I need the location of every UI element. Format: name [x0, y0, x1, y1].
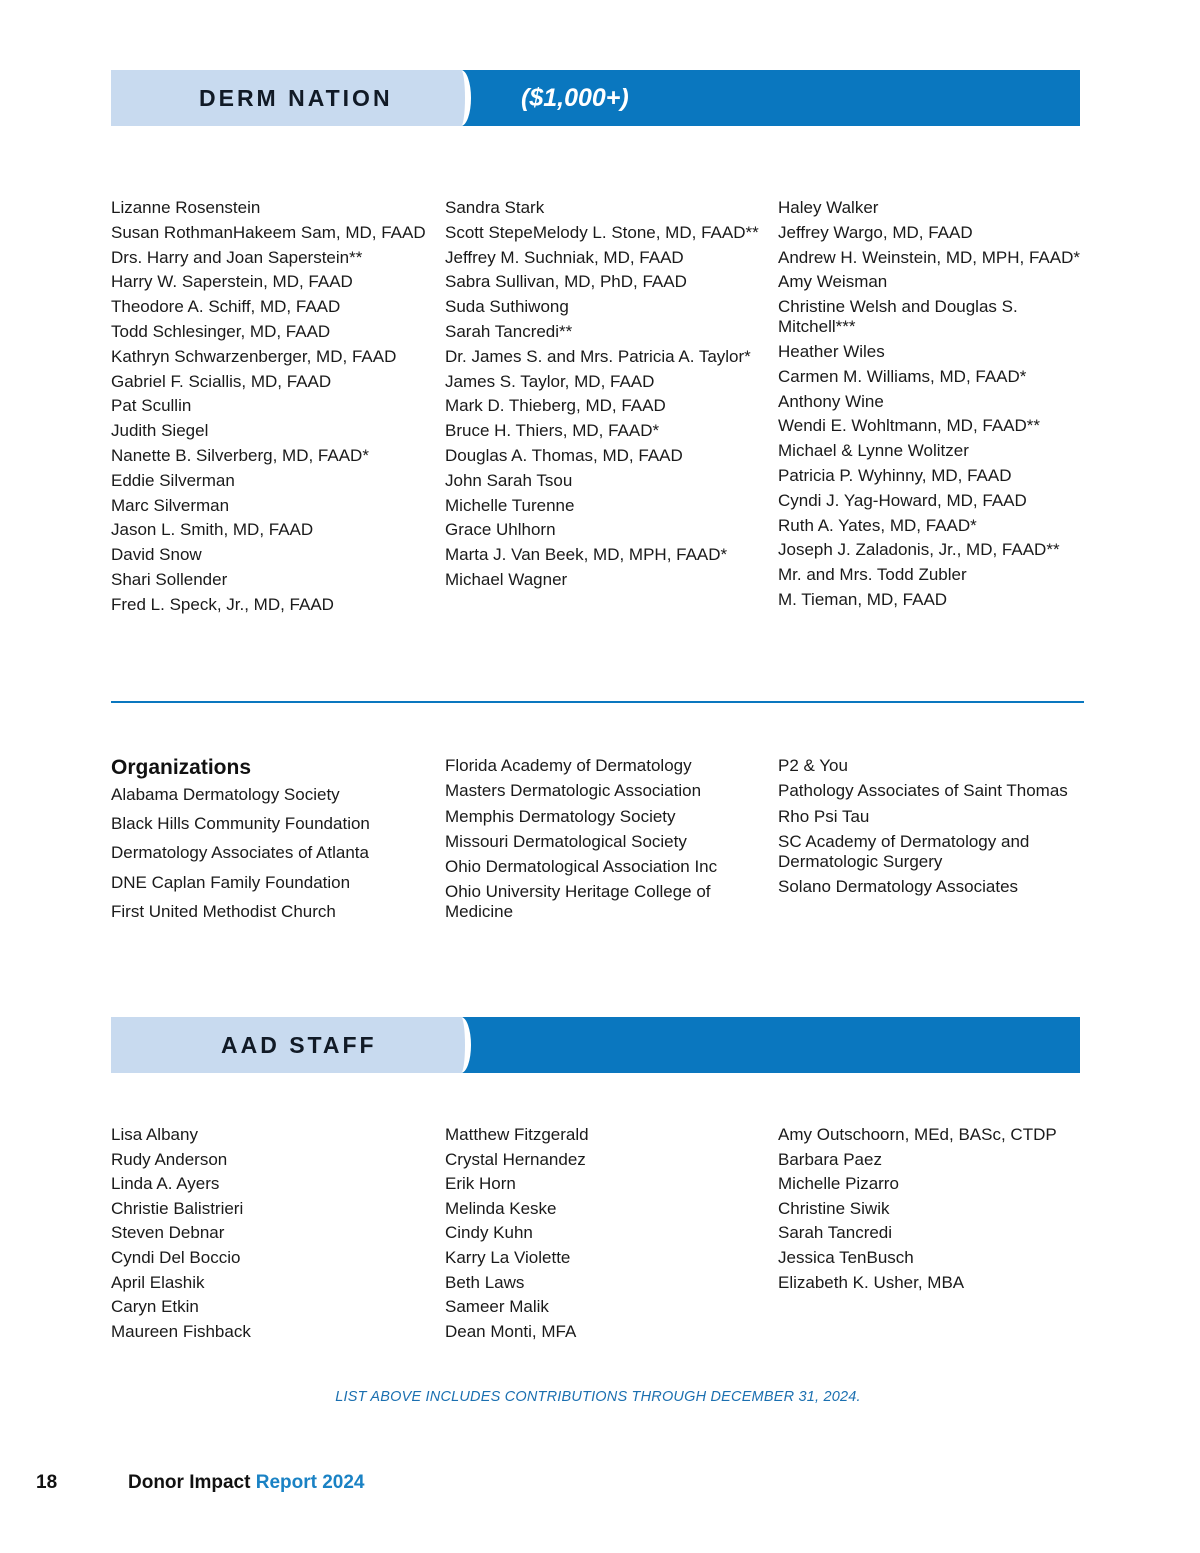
list-item: Steven Debnar: [111, 1223, 225, 1243]
list-item: Joseph J. Zaladonis, Jr., MD, FAAD**: [778, 540, 1060, 560]
list-item: Ruth A. Yates, MD, FAAD*: [778, 515, 977, 535]
page-number: 18: [36, 1472, 58, 1493]
list-item: Crystal Hernandez: [445, 1149, 586, 1169]
list-item: Cyndi Del Boccio: [111, 1247, 241, 1267]
contributions-footnote: LIST ABOVE INCLUDES CONTRIBUTIONS THROUGH DECEMBER 31, 2024.: [335, 1389, 861, 1405]
organizations-column-1: [111, 755, 431, 931]
list-item: Carmen M. Williams, MD, FAAD*: [778, 366, 1027, 386]
report-title-accent: Report 2024: [255, 1472, 365, 1493]
aad-staff-banner: [111, 1017, 1080, 1073]
list-item: Cyndi J. Yag-Howard, MD, FAAD: [778, 490, 1027, 510]
derm-nation-column-1: [111, 198, 431, 620]
list-item: Fred L. Speck, Jr., MD, FAAD: [111, 594, 334, 614]
list-item: Andrew H. Weinstein, MD, MPH, FAAD*: [778, 247, 1080, 267]
list-item: M. Tieman, MD, FAAD: [778, 589, 948, 609]
list-item: Missouri Dermatological Society: [445, 831, 687, 851]
list-item: Karry La Violette: [445, 1247, 571, 1267]
list-item: April Elashik: [111, 1272, 205, 1292]
list-item: Michelle Pizarro: [778, 1174, 899, 1194]
list-item: Mr. and Mrs. Todd Zubler: [778, 565, 967, 585]
list-item: Jason L. Smith, MD, FAAD: [111, 520, 314, 540]
list-item: Sabra Sullivan, MD, PhD, FAAD: [445, 272, 687, 292]
list-item: James S. Taylor, MD, FAAD: [445, 371, 655, 391]
aad-staff-column-2: [445, 1125, 765, 1346]
list-item: Shari Sollender: [111, 569, 228, 589]
list-item: Scott StepeMelody L. Stone, MD, FAAD**: [445, 222, 759, 242]
derm-nation-amount: ($1,000+): [521, 84, 629, 112]
list-item: Marta J. Van Beek, MD, MPH, FAAD*: [445, 545, 728, 565]
list-item: Sarah Tancredi: [778, 1223, 893, 1243]
list-item: First United Methodist Church: [111, 901, 336, 921]
list-item: Theodore A. Schiff, MD, FAAD: [111, 297, 341, 317]
list-item: Haley Walker: [778, 198, 879, 217]
report-title: [128, 1472, 365, 1494]
list-item: Lizanne Rosenstein: [111, 198, 261, 217]
list-item: Dr. James S. and Mrs. Patricia A. Taylor*: [445, 346, 751, 366]
list-item: Michael & Lynne Wolitzer: [778, 441, 969, 461]
list-item: Suda Suthiwong: [445, 297, 569, 317]
list-item: Caryn Etkin: [111, 1297, 199, 1317]
list-item: Kathryn Schwarzenberger, MD, FAAD: [111, 346, 397, 366]
list-item: Dean Monti, MFA: [445, 1321, 577, 1341]
list-item: Grace Uhlhorn: [445, 520, 556, 540]
list-item: Dermatology Associates of Atlanta: [111, 843, 369, 863]
list-item: Black Hills Community Foundation: [111, 814, 370, 834]
list-item: Judith Siegel: [111, 421, 209, 441]
list-item: Memphis Dermatology Society: [445, 806, 676, 826]
section-divider: [111, 701, 1084, 703]
list-item: Christie Balistrieri: [111, 1198, 244, 1218]
list-item: Michelle Turenne: [445, 495, 575, 515]
list-item: Amy Weisman: [778, 272, 888, 292]
list-item: Solano Dermatology Associates: [778, 877, 1019, 897]
list-item: Alabama Dermatology Society: [111, 785, 340, 804]
derm-nation-banner: [111, 70, 1080, 126]
list-item: Ohio University Heritage College of Medicine: [445, 882, 711, 922]
list-item: Pat Scullin: [111, 396, 192, 416]
report-title-main: Donor Impact: [128, 1472, 251, 1493]
list-item: Marc Silverman: [111, 495, 230, 515]
list-item: Elizabeth K. Usher, MBA: [778, 1272, 965, 1292]
list-item: John Sarah Tsou: [445, 470, 573, 490]
organizations-heading: Organizations: [111, 756, 252, 779]
list-item: Nanette B. Silverberg, MD, FAAD*: [111, 445, 369, 465]
list-item: Michael Wagner: [445, 569, 568, 589]
list-item: Anthony Wine: [778, 391, 884, 411]
list-item: DNE Caplan Family Foundation: [111, 872, 351, 892]
list-item: Florida Academy of Dermatology: [445, 756, 692, 775]
aad-staff-column-3: [778, 1125, 1088, 1297]
organizations-column-2: [445, 756, 765, 928]
list-item: Wendi E. Wohltmann, MD, FAAD**: [778, 416, 1041, 436]
list-item: Amy Outschoorn, MEd, BASc, CTDP: [778, 1125, 1057, 1144]
list-item: Sarah Tancredi**: [445, 321, 573, 341]
list-item: Mark D. Thieberg, MD, FAAD: [445, 396, 666, 416]
list-item: Maureen Fishback: [111, 1321, 251, 1341]
list-item: Jeffrey M. Suchniak, MD, FAAD: [445, 247, 684, 267]
list-item: Masters Dermatologic Association: [445, 781, 702, 801]
list-item: Christine Welsh and Douglas S. Mitchell***: [778, 297, 1018, 337]
list-item: Todd Schlesinger, MD, FAAD: [111, 321, 331, 341]
list-item: Rho Psi Tau: [778, 806, 870, 826]
list-item: SC Academy of Dermatology and Dermatologic Surgery: [778, 831, 1030, 871]
derm-nation-column-3: [778, 198, 1098, 615]
list-item: Linda A. Ayers: [111, 1174, 220, 1194]
list-item: Beth Laws: [445, 1272, 525, 1292]
list-item: Erik Horn: [445, 1174, 516, 1194]
list-item: Jeffrey Wargo, MD, FAAD: [778, 222, 973, 242]
list-item: David Snow: [111, 545, 202, 565]
list-item: Rudy Anderson: [111, 1149, 228, 1169]
list-item: Heather Wiles: [778, 341, 885, 361]
list-item: Bruce H. Thiers, MD, FAAD*: [445, 421, 660, 441]
derm-nation-column-2: [445, 198, 765, 595]
aad-staff-column-1: [111, 1125, 431, 1346]
list-item: Pathology Associates of Saint Thomas: [778, 781, 1068, 801]
organizations-column-3: [778, 756, 1088, 902]
list-item: Susan RothmanHakeem Sam, MD, FAAD: [111, 222, 426, 242]
list-item: Lisa Albany: [111, 1125, 198, 1144]
list-item: Matthew Fitzgerald: [445, 1125, 589, 1144]
list-item: Melinda Keske: [445, 1198, 557, 1218]
list-item: P2 & You: [778, 756, 848, 775]
list-item: Sandra Stark: [445, 198, 545, 217]
organizations-list-1: [111, 785, 431, 922]
aad-staff-title: AAD STAFF: [221, 1032, 377, 1058]
list-item: Ohio Dermatological Association Inc: [445, 857, 718, 877]
list-item: Gabriel F. Sciallis, MD, FAAD: [111, 371, 332, 391]
derm-nation-title: DERM NATION: [199, 85, 393, 111]
list-item: Jessica TenBusch: [778, 1247, 914, 1267]
list-item: Sameer Malik: [445, 1297, 549, 1317]
list-item: Douglas A. Thomas, MD, FAAD: [445, 445, 683, 465]
list-item: Harry W. Saperstein, MD, FAAD: [111, 272, 353, 292]
list-item: Patricia P. Wyhinny, MD, FAAD: [778, 465, 1012, 485]
list-item: Drs. Harry and Joan Saperstein**: [111, 247, 363, 267]
list-item: Christine Siwik: [778, 1198, 890, 1218]
list-item: Eddie Silverman: [111, 470, 235, 490]
list-item: Cindy Kuhn: [445, 1223, 533, 1243]
list-item: Barbara Paez: [778, 1149, 882, 1169]
